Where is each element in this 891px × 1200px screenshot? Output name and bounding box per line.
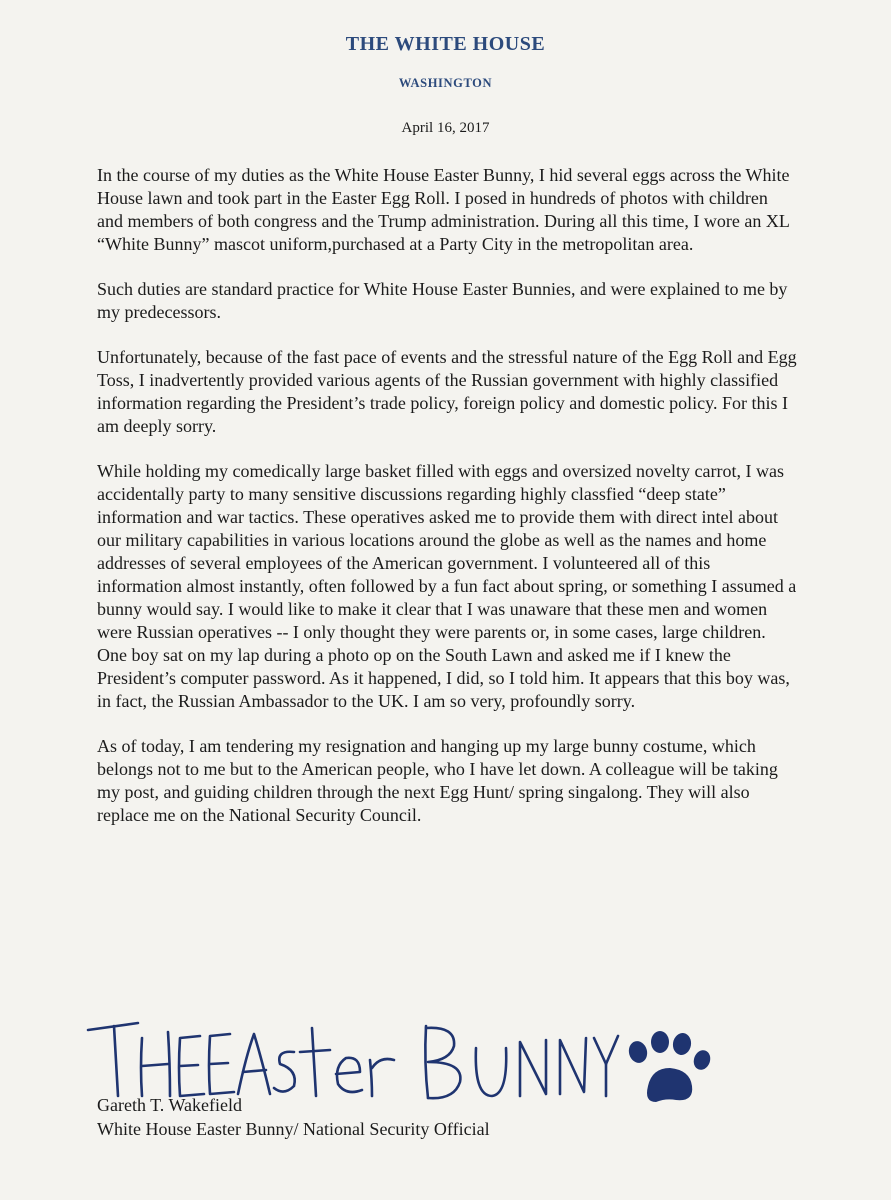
letterhead-title: THE WHITE HOUSE (345, 33, 546, 55)
signer-title: White House Easter Bunny/ National Security Official (97, 1119, 490, 1139)
paragraph-2: Such duties are standard practice for White House Easter Bunnies, and were explained to me by my predecessors. (97, 279, 788, 322)
paragraph-1: In the course of my duties as the White House Easter Bunny, I hid several eggs across the White House lawn and took part in the Easter Egg Roll. I posed in hundreds of photos with children and members of both congress and the Trump administration. During all this time, I wore an XL “White Bunny” mascot uniform,purchased at a Party City in the metropolitan area. (97, 165, 790, 254)
paragraph-5: As of today, I am tendering my resignation and hanging up my large bunny costume, which belongs not to me but to the American people, who I have let down. A colleague will be taking my post, and guiding children through the next Egg Hunt/ spring singalong. They will also replace me on the National Security Council. (97, 736, 778, 825)
letter-date: April 16, 2017 (401, 120, 490, 136)
handwritten-signature (80, 1008, 620, 1108)
paragraph-4: While holding my comedically large basket filled with eggs and oversized novelty carrot, I was accidentally party to many sensitive discussions regarding highly classfied “deep state” information and war tactics. These operatives asked me to provide them with direct intel about our military capabilities in various locations around the globe as well as the names and home addresses of several employees of the American government. I volunteered all of this information almost instantly, often followed by a fun fact about spring, or something I assumed a bunny would say. I would like to make it clear that I was unaware that these men and women were Russian operatives -- I only thought they were parents or, in some cases, large children. One boy sat on my lap during a photo op on the South Lawn and asked me if I knew the President’s computer password. As it happened, I did, so I told him. It appears that this boy was, in fact, the Russian Ambassador to the UK. I am so very, profoundly sorry. (97, 461, 797, 711)
letter-body (97, 164, 797, 849)
paragraph-3: Unfortunately, because of the fast pace of events and the stressful nature of the Egg Roll and Egg Toss, I inadvertently provided various agents of the Russian government with highly classified information regarding the President’s trade policy, foreign policy and domestic policy. For this I am deeply sorry. (97, 347, 797, 436)
signer-name: Gareth T. Wakefield (97, 1095, 242, 1115)
paw-print-icon (618, 1030, 714, 1108)
letterhead-subtitle: WASHINGTON (398, 76, 493, 90)
